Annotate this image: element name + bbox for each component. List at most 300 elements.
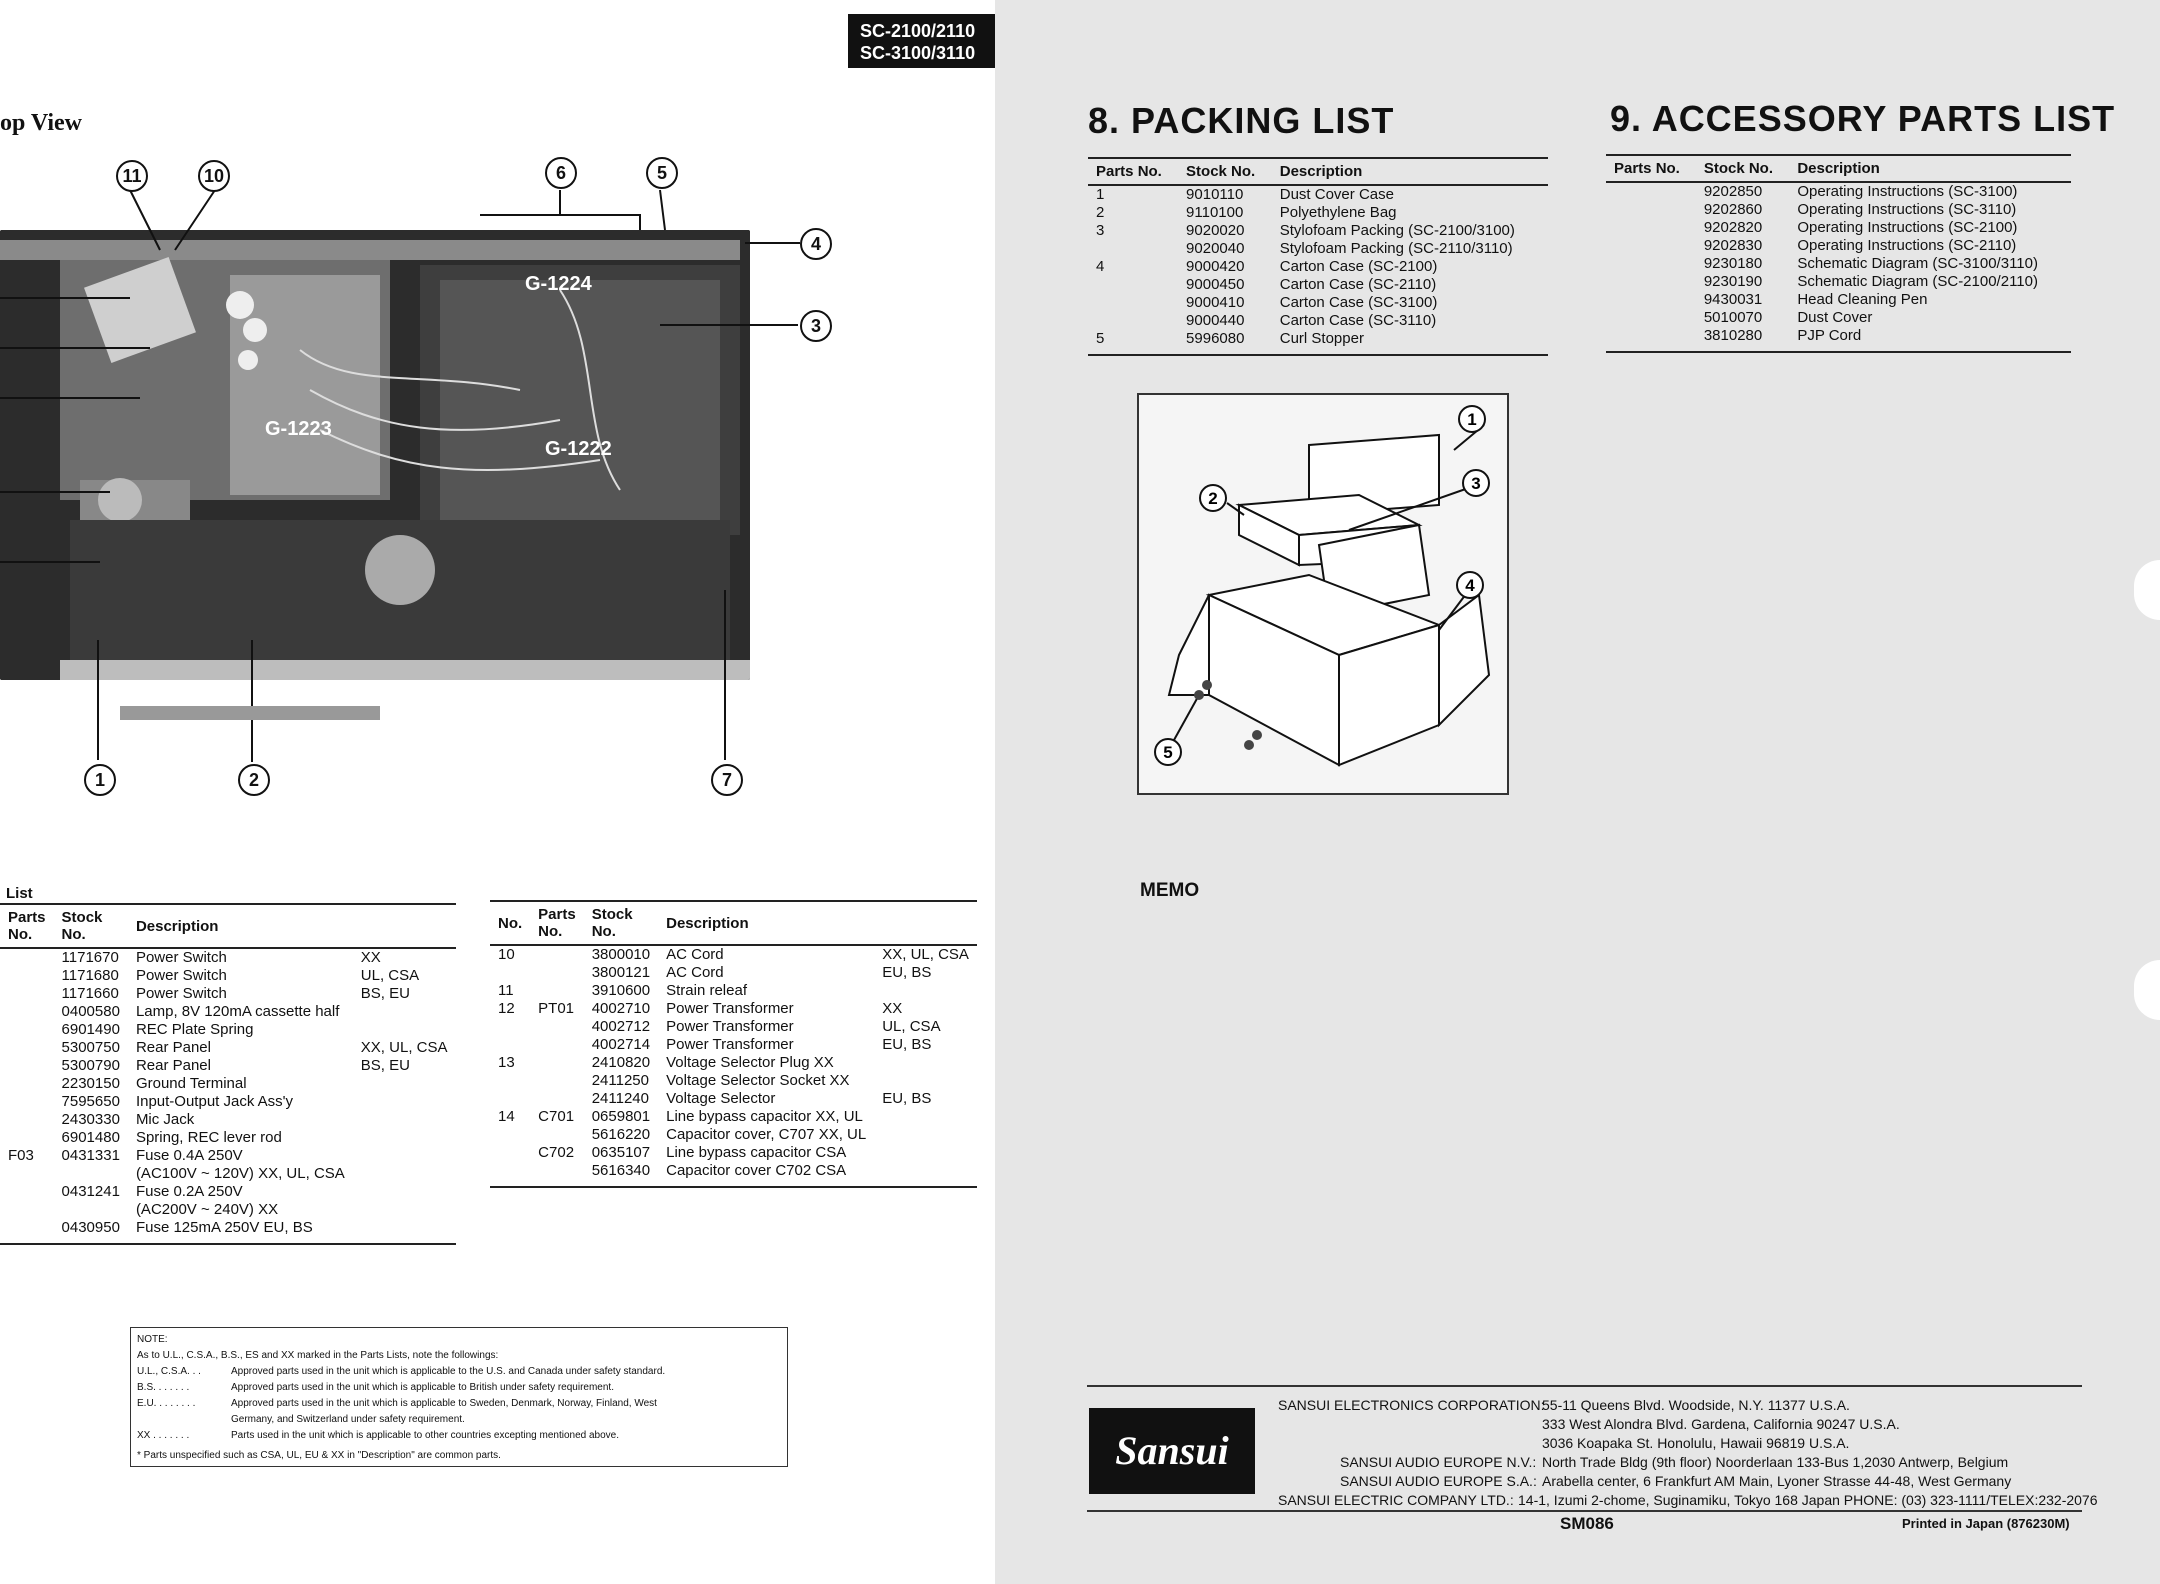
header-tab-left bbox=[848, 14, 998, 68]
callout-10: 10 bbox=[198, 160, 230, 192]
cell-note bbox=[874, 982, 977, 1000]
cell-note bbox=[874, 1126, 977, 1144]
cell-note bbox=[353, 1147, 456, 1165]
cell-parts-no bbox=[0, 1003, 54, 1021]
cell-note: UL, CSA bbox=[882, 1018, 941, 1035]
binder-hole bbox=[2134, 960, 2160, 1020]
cell-parts-no bbox=[1606, 273, 1696, 291]
note-footnote: * Parts unspecified such as CSA, UL, EU & XX in "Description" are common parts. bbox=[137, 1450, 501, 1461]
diagram-callout-5: 5 bbox=[1163, 743, 1173, 762]
cell-description: Head Cleaning Pen bbox=[1797, 291, 1928, 308]
table-row bbox=[0, 1075, 456, 1093]
table-row bbox=[1088, 276, 1548, 294]
cell-stock-no: 0431331 bbox=[61, 1147, 120, 1164]
table-row bbox=[490, 1144, 977, 1162]
note-key: XX . . . . . . . bbox=[137, 1430, 190, 1441]
cell-stock-no: 5616340 bbox=[584, 1162, 658, 1187]
cell-parts-no bbox=[530, 1072, 584, 1090]
table-row bbox=[0, 1165, 456, 1183]
cell-description: Capacitor cover C702 CSA bbox=[658, 1162, 874, 1187]
cell-description: Line bypass capacitor XX, UL bbox=[666, 1108, 863, 1125]
cell-parts-no bbox=[0, 1183, 54, 1201]
cell-stock-no: 3910600 bbox=[591, 982, 651, 999]
cell-note bbox=[353, 1129, 456, 1147]
diagram-callout-2: 2 bbox=[1208, 489, 1218, 508]
cell-description: (AC200V ~ 240V) XX bbox=[135, 1201, 279, 1218]
cell-stock-no: 4002714 bbox=[591, 1036, 651, 1053]
cell-parts-no bbox=[0, 1039, 54, 1057]
cell-no: 13 bbox=[498, 1054, 515, 1071]
table-row bbox=[490, 1162, 977, 1187]
table-row bbox=[490, 1036, 977, 1054]
cell-description: Line bypass capacitor CSA bbox=[666, 1144, 847, 1161]
cell-stock-no: 9202820 bbox=[1703, 219, 1763, 236]
cell-stock-no: 5616220 bbox=[591, 1126, 651, 1143]
cell-parts-no bbox=[0, 967, 54, 985]
cell-parts-no: 4 bbox=[1096, 258, 1105, 275]
col-parts-no: Parts No. bbox=[530, 901, 584, 945]
cell-note bbox=[353, 1093, 456, 1111]
cell-description: Operating Instructions (SC-2100) bbox=[1797, 219, 2018, 236]
cell-parts-no bbox=[0, 1201, 54, 1219]
cell-stock-no: 0431241 bbox=[61, 1183, 120, 1200]
cell-parts-no bbox=[1088, 294, 1178, 312]
table-row bbox=[1088, 294, 1548, 312]
note-text: Approved parts used in the unit which is applicable to the U.S. and Canada under safety standard. bbox=[231, 1366, 666, 1377]
cell-stock-no: 3800010 bbox=[591, 946, 651, 963]
cell-description: Power Transformer bbox=[666, 1018, 794, 1035]
cell-stock-no bbox=[54, 1201, 128, 1219]
cell-stock-no: 9430031 bbox=[1703, 291, 1763, 308]
col-description: Description bbox=[128, 904, 456, 948]
cell-stock-no: 2430330 bbox=[61, 1111, 120, 1128]
table-row bbox=[0, 1111, 456, 1129]
cell-description: Fuse 125mA 250V EU, BS bbox=[128, 1219, 353, 1244]
cell-note bbox=[353, 1165, 456, 1183]
cell-stock-no: 9202850 bbox=[1703, 183, 1763, 200]
cell-description: Power Transformer bbox=[666, 1000, 794, 1017]
cell-parts-no bbox=[530, 1090, 584, 1108]
cell-parts-no bbox=[530, 1018, 584, 1036]
cell-stock-no: 9000420 bbox=[1186, 258, 1245, 275]
table-row bbox=[1606, 273, 2071, 291]
cell-stock-no: 9010110 bbox=[1186, 186, 1244, 203]
cell-stock-no: 9230180 bbox=[1703, 255, 1763, 272]
cell-parts-no bbox=[530, 1162, 584, 1187]
cell-parts-no bbox=[0, 985, 54, 1003]
cell-parts-no bbox=[1088, 276, 1178, 294]
cell-stock-no: 0635107 bbox=[591, 1144, 651, 1161]
table-row bbox=[0, 985, 456, 1003]
table-row bbox=[490, 1090, 977, 1108]
table-row bbox=[0, 948, 456, 967]
doc-code: SM086 bbox=[1560, 1514, 1614, 1533]
table-row bbox=[490, 1054, 977, 1072]
table-row bbox=[1088, 258, 1548, 276]
cell-stock-no: 9202860 bbox=[1703, 201, 1763, 218]
cell-description: Schematic Diagram (SC-3100/3110) bbox=[1797, 255, 2038, 272]
cell-description: Dust Cover Case bbox=[1279, 186, 1394, 203]
table-row bbox=[1606, 309, 2071, 327]
company-name: SANSUI ELECTRIC COMPANY LTD.: bbox=[1278, 1492, 1514, 1508]
cell-description: Capacitor cover, C707 XX, UL bbox=[666, 1126, 867, 1143]
cell-note bbox=[353, 1075, 456, 1093]
cell-parts-no: 2 bbox=[1096, 204, 1105, 221]
cell-description: Fuse 0.2A 250V bbox=[135, 1183, 243, 1200]
cell-description: Input-Output Jack Ass'y bbox=[135, 1093, 294, 1110]
cell-parts-no bbox=[1088, 240, 1178, 258]
cell-description: Operating Instructions (SC-3100) bbox=[1797, 183, 2018, 200]
col-stock-no: Stock No. bbox=[1178, 158, 1272, 185]
top-view-title: op View bbox=[0, 110, 83, 136]
cell-stock-no: 6901490 bbox=[61, 1021, 120, 1038]
table-row bbox=[0, 1183, 456, 1201]
table-row bbox=[1606, 219, 2071, 237]
note-text: Parts used in the unit which is applicable to other countries excepting mentioned above. bbox=[231, 1430, 620, 1441]
cell-description: Curl Stopper bbox=[1272, 330, 1548, 355]
table-row bbox=[0, 1039, 456, 1057]
col-stock-no: Stock No. bbox=[584, 901, 658, 945]
table-row bbox=[1606, 255, 2071, 273]
cell-note bbox=[874, 1144, 977, 1162]
cell-stock-no: 2411250 bbox=[591, 1072, 649, 1089]
col-description: Description bbox=[658, 901, 977, 945]
sansui-logo: Sansui bbox=[1089, 1408, 1255, 1494]
table-row bbox=[1088, 240, 1548, 258]
table-row bbox=[0, 1093, 456, 1111]
accessory-list-title: 9. ACCESSORY PARTS LIST bbox=[1610, 98, 2116, 139]
parts-list-caption: List bbox=[6, 885, 33, 902]
diagram-callout-1: 1 bbox=[1467, 410, 1477, 429]
callout-3: 3 bbox=[800, 310, 832, 342]
cell-description: Carton Case (SC-3110) bbox=[1279, 312, 1437, 329]
cell-description: Operating Instructions (SC-3110) bbox=[1797, 201, 2017, 218]
cell-note bbox=[874, 1072, 977, 1090]
cell-parts-no bbox=[0, 1219, 54, 1244]
cell-stock-no: 5996080 bbox=[1178, 330, 1272, 355]
cell-description: Rear Panel bbox=[135, 1039, 211, 1056]
col-stock-no: Stock No. bbox=[1696, 155, 1789, 182]
cell-stock-no: 4002712 bbox=[591, 1018, 651, 1035]
col-parts-no: Parts No. bbox=[1606, 155, 1696, 182]
cell-description: (AC100V ~ 120V) XX, UL, CSA bbox=[135, 1165, 345, 1182]
cell-note bbox=[874, 1162, 977, 1187]
cell-no bbox=[490, 1162, 530, 1187]
table-row bbox=[0, 1057, 456, 1075]
mid-parts-table bbox=[490, 900, 977, 1188]
cell-stock-no: 9020040 bbox=[1186, 240, 1245, 257]
cell-note bbox=[353, 1111, 456, 1129]
cell-stock-no: 9020020 bbox=[1186, 222, 1245, 239]
cell-parts-no bbox=[0, 1111, 54, 1129]
cell-stock-no: 9110100 bbox=[1186, 204, 1244, 221]
cell-description: Stylofoam Packing (SC-2100/3100) bbox=[1279, 222, 1515, 239]
packing-list-table bbox=[1088, 157, 1548, 356]
cell-stock-no: 5300790 bbox=[61, 1057, 120, 1074]
company-address: 55-11 Queens Blvd. Woodside, N.Y. 11377 U.S.A. bbox=[1542, 1397, 1850, 1413]
cell-description: Voltage Selector Socket XX bbox=[666, 1072, 850, 1089]
callout-4: 4 bbox=[800, 228, 832, 260]
cell-parts-no: 5 bbox=[1088, 330, 1178, 355]
cell-stock-no: 0400580 bbox=[61, 1003, 120, 1020]
cell-description: Schematic Diagram (SC-2100/2110) bbox=[1797, 273, 2038, 290]
table-row bbox=[1088, 330, 1548, 355]
cell-parts-no bbox=[530, 1126, 584, 1144]
left-page bbox=[0, 0, 995, 1584]
footer-rule-top bbox=[1087, 1385, 2082, 1387]
memo-label: MEMO bbox=[1140, 880, 1200, 901]
cell-no bbox=[490, 1144, 530, 1162]
cell-description: REC Plate Spring bbox=[135, 1021, 254, 1038]
cell-description: Ground Terminal bbox=[135, 1075, 247, 1092]
table-row bbox=[490, 1072, 977, 1090]
cell-parts-no bbox=[0, 1057, 54, 1075]
callout-5: 5 bbox=[646, 157, 678, 189]
cell-stock-no: 2410820 bbox=[591, 1054, 651, 1071]
company-address: 3036 Koapaka St. Honolulu, Hawaii 96819 U.S.A. bbox=[1542, 1435, 1850, 1451]
cell-stock-no: 3800121 bbox=[591, 964, 651, 981]
table-row bbox=[490, 982, 977, 1000]
diagram-callout-4: 4 bbox=[1465, 576, 1475, 595]
cell-description: Fuse 0.4A 250V bbox=[135, 1147, 243, 1164]
cell-note bbox=[353, 1201, 456, 1219]
footer-rule-bottom bbox=[1087, 1510, 2082, 1512]
note-intro: As to U.L., C.S.A., B.S., ES and XX marked in the Parts Lists, note the followings: bbox=[137, 1350, 499, 1361]
table-row bbox=[1088, 204, 1548, 222]
table-row bbox=[1606, 182, 2071, 201]
cell-description: Rear Panel bbox=[135, 1057, 211, 1074]
board-label-g1224: G-1224 bbox=[525, 273, 592, 295]
company-name: SANSUI AUDIO EUROPE N.V.: bbox=[1340, 1454, 1537, 1470]
cell-parts-no bbox=[1606, 255, 1696, 273]
cell-note bbox=[353, 1183, 456, 1201]
note-text: Germany, and Switzerland under safety requirement. bbox=[231, 1414, 465, 1425]
col-description: Description bbox=[1789, 155, 2071, 182]
table-row bbox=[0, 1021, 456, 1039]
company-name: SANSUI AUDIO EUROPE S.A.: bbox=[1340, 1473, 1537, 1489]
cell-description: Dust Cover bbox=[1797, 309, 1873, 326]
note-key: U.L., C.S.A. . . bbox=[137, 1366, 201, 1377]
cell-note: BS, EU bbox=[360, 985, 410, 1002]
note-key: E.U. . . . . . . . bbox=[137, 1398, 196, 1409]
cell-no: 11 bbox=[498, 982, 514, 999]
cell-stock-no: 1171670 bbox=[61, 949, 119, 966]
cell-parts-no: C702 bbox=[538, 1144, 575, 1161]
header-model-line: SC-2100/2110 bbox=[860, 21, 976, 41]
company-address: 14-1, Izumi 2-chome, Suginamiku, Tokyo 168 Japan PHONE: (03) 323-1111/TELEX:232-2076 bbox=[1518, 1492, 2098, 1508]
cell-no bbox=[490, 1126, 530, 1144]
cell-description: Carton Case (SC-2110) bbox=[1279, 276, 1437, 293]
cell-stock-no: 0430950 bbox=[54, 1219, 128, 1244]
table-row bbox=[1606, 327, 2071, 352]
cell-note: EU, BS bbox=[882, 964, 932, 981]
packing-list-title: 8. PACKING LIST bbox=[1088, 100, 1395, 141]
cell-note bbox=[874, 1108, 977, 1126]
note-title: NOTE: bbox=[137, 1334, 168, 1345]
table-row bbox=[490, 1108, 977, 1126]
cell-description: Mic Jack bbox=[135, 1111, 195, 1128]
cell-description: PJP Cord bbox=[1789, 327, 2071, 352]
table-row bbox=[490, 1000, 977, 1018]
cell-parts-no bbox=[530, 945, 584, 964]
cell-stock-no: 9202830 bbox=[1703, 237, 1763, 254]
cell-stock-no: 2230150 bbox=[61, 1075, 120, 1092]
cell-parts-no bbox=[1088, 312, 1178, 330]
cell-description: Power Switch bbox=[135, 967, 227, 984]
table-row bbox=[1088, 312, 1548, 330]
note-text: Approved parts used in the unit which is applicable to Sweden, Denmark, Norway, Finland, West bbox=[231, 1398, 657, 1409]
cell-stock-no: 1171680 bbox=[61, 967, 119, 984]
left-parts-table bbox=[0, 903, 456, 1245]
cell-no bbox=[490, 1090, 530, 1108]
leader-lines bbox=[0, 150, 830, 800]
table-row bbox=[490, 1126, 977, 1144]
cell-note: XX bbox=[360, 949, 381, 966]
cell-no: 14 bbox=[498, 1108, 515, 1125]
cell-description: Voltage Selector bbox=[666, 1090, 776, 1107]
cell-note: XX, UL, CSA bbox=[882, 946, 969, 963]
cell-note bbox=[353, 1021, 456, 1039]
cell-stock-no: 1171660 bbox=[61, 985, 119, 1002]
company-name: SANSUI ELECTRONICS CORPORATION: bbox=[1278, 1397, 1545, 1413]
cell-note bbox=[353, 1219, 456, 1244]
cell-parts-no bbox=[530, 982, 584, 1000]
accessory-list-table bbox=[1606, 154, 2071, 353]
note-text: Approved parts used in the unit which is applicable to British under safety requirement. bbox=[231, 1382, 614, 1393]
cell-stock-no: 9000440 bbox=[1186, 312, 1245, 329]
col-parts-no: Parts No. bbox=[0, 904, 54, 948]
cell-parts-no bbox=[0, 1165, 54, 1183]
cell-parts-no: C701 bbox=[538, 1108, 575, 1125]
cell-description: Stylofoam Packing (SC-2110/3110) bbox=[1279, 240, 1513, 257]
cell-note bbox=[353, 1003, 456, 1021]
table-row bbox=[1606, 201, 2071, 219]
cell-parts-no: F03 bbox=[8, 1147, 34, 1164]
cell-description: Polyethylene Bag bbox=[1279, 204, 1397, 221]
cell-parts-no bbox=[1606, 219, 1696, 237]
cell-no bbox=[490, 1036, 530, 1054]
cell-no: 12 bbox=[498, 1000, 515, 1017]
table-row bbox=[1088, 222, 1548, 240]
note-key bbox=[137, 1412, 231, 1428]
cell-parts-no bbox=[1606, 182, 1696, 201]
cell-stock-no: 5010070 bbox=[1703, 309, 1763, 326]
packing-illustration bbox=[1139, 395, 1507, 793]
callout-2: 2 bbox=[238, 764, 270, 796]
cell-description: Spring, REC lever rod bbox=[135, 1129, 282, 1146]
packing-diagram bbox=[1137, 393, 1509, 795]
note-box bbox=[130, 1327, 788, 1467]
cell-stock-no: 7595650 bbox=[61, 1093, 120, 1110]
cell-description: AC Cord bbox=[666, 964, 724, 981]
cell-note bbox=[874, 1054, 977, 1072]
table-row bbox=[0, 967, 456, 985]
cell-parts-no bbox=[0, 1021, 54, 1039]
cell-note: EU, BS bbox=[882, 1090, 932, 1107]
diagram-callout-3: 3 bbox=[1471, 474, 1481, 493]
cell-parts-no bbox=[1606, 291, 1696, 309]
company-address: North Trade Bldg (9th floor) Noorderlaan 133-Bus 1,2030 Antwerp, Belgium bbox=[1542, 1454, 2009, 1470]
cell-parts-no bbox=[530, 964, 584, 982]
cell-parts-no bbox=[530, 1036, 584, 1054]
cell-no bbox=[490, 1018, 530, 1036]
table-row bbox=[1606, 291, 2071, 309]
cell-stock-no: 2411240 bbox=[591, 1090, 649, 1107]
cell-note: UL, CSA bbox=[360, 967, 420, 984]
cell-parts-no bbox=[530, 1054, 584, 1072]
cell-note: EU, BS bbox=[882, 1036, 932, 1053]
cell-parts-no bbox=[1606, 309, 1696, 327]
cell-parts-no bbox=[0, 1093, 54, 1111]
cell-description: Power Switch bbox=[135, 949, 227, 966]
cell-description: Lamp, 8V 120mA cassette half bbox=[135, 1003, 340, 1020]
table-row bbox=[0, 1201, 456, 1219]
table-row bbox=[1606, 237, 2071, 255]
cell-no bbox=[490, 1072, 530, 1090]
cell-parts-no bbox=[0, 948, 54, 967]
table-row bbox=[0, 1147, 456, 1165]
board-label-g1223: G-1223 bbox=[265, 418, 332, 440]
table-row bbox=[490, 964, 977, 982]
cell-description: AC Cord bbox=[666, 946, 724, 963]
connector-strip bbox=[120, 706, 380, 720]
col-description: Description bbox=[1272, 158, 1548, 185]
col-stock-no: Stock No. bbox=[54, 904, 128, 948]
cell-parts-no bbox=[1606, 327, 1696, 352]
col-no: No. bbox=[490, 901, 530, 945]
callout-6: 6 bbox=[545, 157, 577, 189]
cell-stock-no: 9000450 bbox=[1186, 276, 1245, 293]
cell-stock-no: 9230190 bbox=[1703, 273, 1763, 290]
cell-note: XX, UL, CSA bbox=[360, 1039, 448, 1056]
cell-parts-no: 1 bbox=[1096, 186, 1105, 203]
cell-stock-no bbox=[54, 1165, 128, 1183]
table-row bbox=[490, 1018, 977, 1036]
table-row bbox=[490, 945, 977, 964]
cell-no: 10 bbox=[498, 946, 515, 963]
cell-description: Operating Instructions (SC-2110) bbox=[1797, 237, 2017, 254]
cell-parts-no bbox=[0, 1129, 54, 1147]
header-model-line: SC-3100/3110 bbox=[860, 43, 976, 63]
table-row bbox=[1088, 185, 1548, 204]
cell-stock-no: 5300750 bbox=[61, 1039, 120, 1056]
cell-no bbox=[490, 964, 530, 982]
cell-description: Strain releaf bbox=[666, 982, 747, 999]
board-label-g1222: G-1222 bbox=[545, 438, 612, 460]
table-row bbox=[0, 1129, 456, 1147]
cell-stock-no: 0659801 bbox=[591, 1108, 651, 1125]
cell-description: Carton Case (SC-3100) bbox=[1279, 294, 1438, 311]
cell-stock-no: 4002710 bbox=[591, 1000, 651, 1017]
cell-stock-no: 9000410 bbox=[1186, 294, 1245, 311]
binder-hole bbox=[2134, 560, 2160, 620]
callout-1: 1 bbox=[84, 764, 116, 796]
table-row bbox=[0, 1219, 456, 1244]
printed-in: Printed in Japan (876230M) bbox=[1902, 1516, 2070, 1531]
cell-description: Power Switch bbox=[135, 985, 227, 1002]
cell-note: BS, EU bbox=[360, 1057, 410, 1074]
col-parts-no: Parts No. bbox=[1088, 158, 1178, 185]
note-key: B.S. . . . . . . bbox=[137, 1382, 190, 1393]
cell-stock-no: 3810280 bbox=[1696, 327, 1789, 352]
cell-parts-no bbox=[1606, 201, 1696, 219]
cell-stock-no: 6901480 bbox=[61, 1129, 120, 1146]
cell-parts-no: PT01 bbox=[538, 1000, 575, 1017]
cell-description: Carton Case (SC-2100) bbox=[1279, 258, 1438, 275]
company-address: Arabella center, 6 Frankfurt AM Main, Lyoner Strasse 44-48, West Germany bbox=[1542, 1473, 2012, 1489]
cell-parts-no: 3 bbox=[1096, 222, 1105, 239]
company-address: 333 West Alondra Blvd. Gardena, California 90247 U.S.A. bbox=[1542, 1416, 1900, 1432]
